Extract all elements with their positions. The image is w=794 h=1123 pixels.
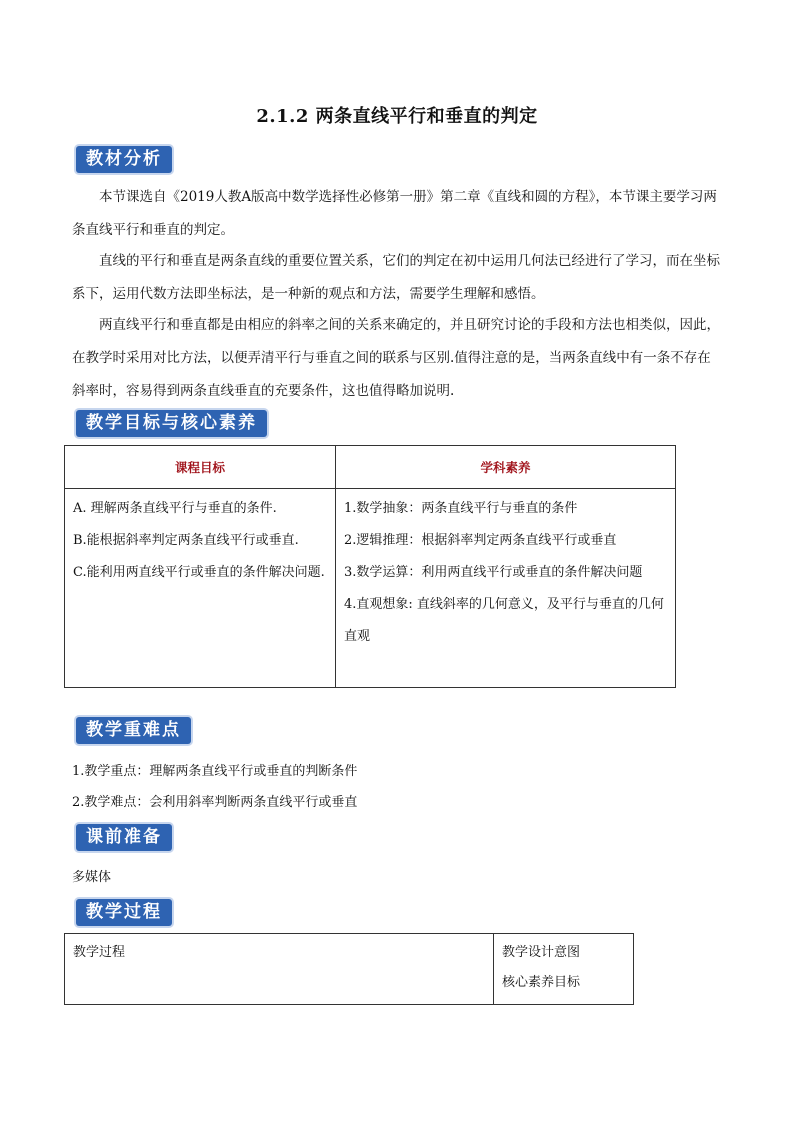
analysis-paragraph-2: 直线的平行和垂直是两条直线的重要位置关系，它们的判定在初中运用几何法已经进行了学习，而在坐标系下，运用代数方法即坐标法，是一种新的观点和方法，需要学生理解和感悟。 <box>72 253 720 302</box>
page-title: 2.1.2 两条直线平行和垂直的判定 <box>256 106 538 127</box>
goals-table <box>64 445 676 688</box>
section-badge-analysis: 教材分析 <box>76 146 172 173</box>
prep-text: 多媒体 <box>72 870 112 885</box>
goals-course-cell <box>65 489 336 688</box>
key-point-1: 1.教学重点：理解两条直线平行或垂直的判断条件 <box>72 764 358 779</box>
section-badge-key-points: 教学重难点 <box>76 717 191 744</box>
goals-header-literacy: 学科素养 <box>336 446 676 489</box>
process-literacy-goal: 核心素养目标 <box>502 975 581 990</box>
analysis-paragraph-1: 本节课选自《2019人教A版高中数学选择性必修第一册》第二章《直线和圆的方程》，本节课主要学习两条直线平行和垂直的判定。 <box>72 189 717 238</box>
section-badge-prep: 课前准备 <box>76 824 172 851</box>
process-design-intent: 教学设计意图 <box>502 945 581 960</box>
process-col-side <box>494 934 634 1005</box>
course-goal-a: A. 理解两条直线平行与垂直的条件. <box>73 501 277 516</box>
literacy-item-1: 1.数学抽象：两条直线平行与垂直的条件 <box>344 501 578 516</box>
process-col-main: 教学过程 <box>65 934 494 1005</box>
section-badge-process: 教学过程 <box>76 899 172 926</box>
course-goal-c: C.能利用两直线平行或垂直的条件解决问题. <box>73 565 325 580</box>
literacy-item-4: 4.直观想象: 直线斜率的几何意义，及平行与垂直的几何直观 <box>344 597 664 644</box>
section-badge-goals: 教学目标与核心素养 <box>76 410 267 437</box>
goals-header-course: 课程目标 <box>65 446 336 489</box>
literacy-item-2: 2.逻辑推理：根据斜率判定两条直线平行或垂直 <box>344 533 617 548</box>
goals-literacy-cell <box>336 489 676 688</box>
key-point-2: 2.教学难点：会利用斜率判断两条直线平行或垂直 <box>72 795 358 810</box>
literacy-item-3: 3.数学运算：利用两直线平行或垂直的条件解决问题 <box>344 565 643 580</box>
course-goal-b: B.能根据斜率判定两条直线平行或垂直. <box>73 533 299 548</box>
process-table <box>64 933 634 1005</box>
analysis-paragraph-3: 两直线平行和垂直都是由相应的斜率之间的关系来确定的，并且研究讨论的手段和方法也相类似，因此，在教学时采用对比方法，以便弄清平行与垂直之间的联系与区别.值得注意的是，当两条直线中有一条不存在斜率时，容易得到两条直线垂直的充要条件，这也值得略加说明. <box>72 317 720 399</box>
